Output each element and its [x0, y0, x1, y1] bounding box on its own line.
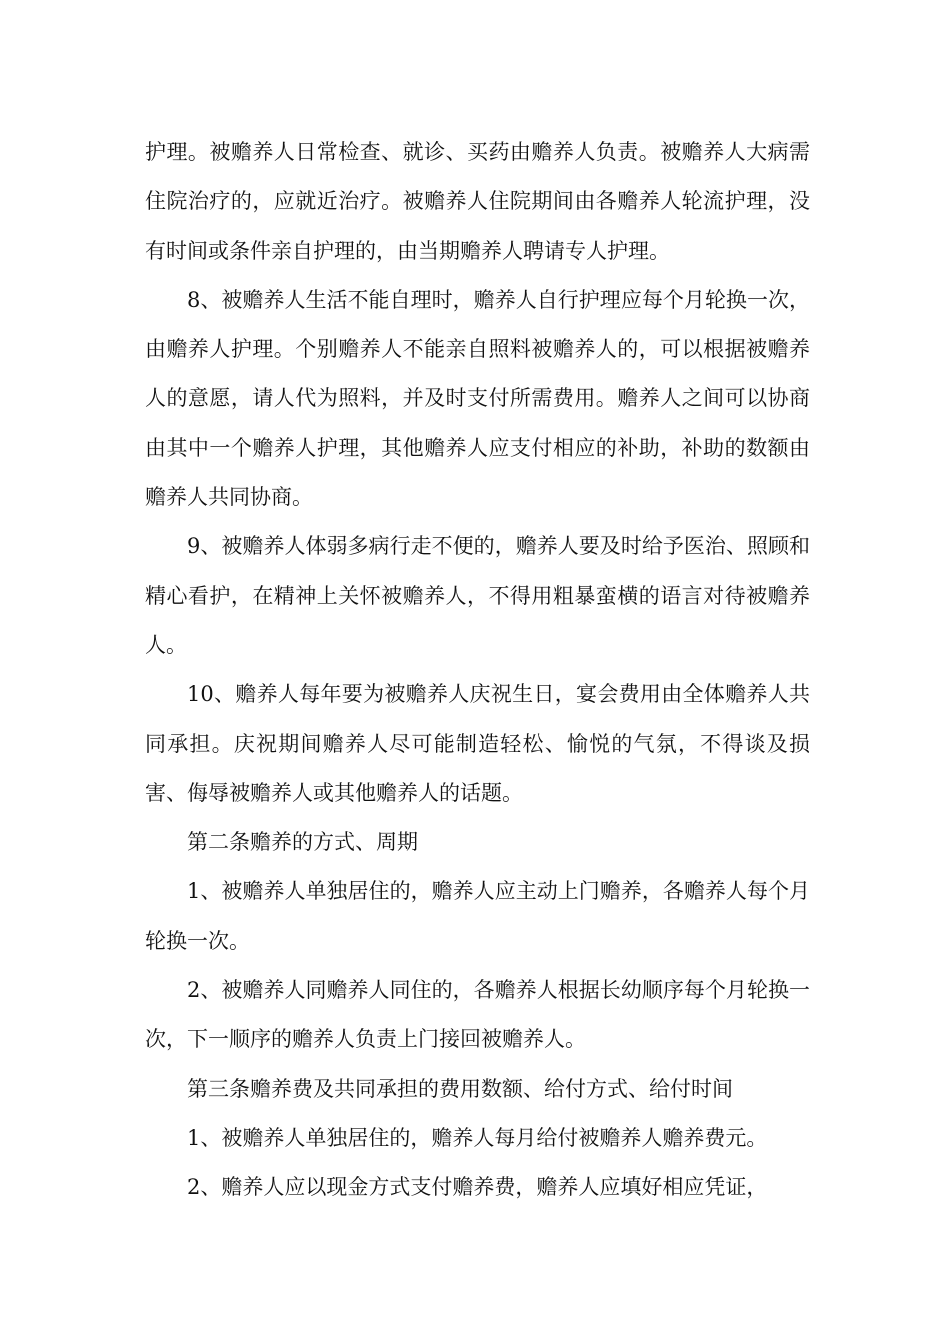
paragraph-article-3-item-2: 2、赡养人应以现金方式支付赡养费，赡养人应填好相应凭证， — [187, 1175, 768, 1200]
paragraph-care-continued: 护理。被赡养人日常检查、就诊、买药由赡养人负责。被赡养人大病需住院治疗的，应就近治疗。被赡养人住院期间由各赡养人轮流护理，没有时间或条件亲自护理的，由当期赡养人聘请专人护理。 — [145, 140, 810, 263]
paragraph-clause-8: 8、被赡养人生活不能自理时，赡养人自行护理应每个月轮换一次，由赡养人护理。个别赡养人不能亲自照料被赡养人的，可以根据被赡养人的意愿，请人代为照料，并及时支付所需费用。赡养人之间可以协商由其中一个赡养人护理，其他赡养人应支付相应的补助，补助的数额由赡养人共同协商。 — [145, 287, 810, 510]
document-body — [145, 128, 810, 1213]
paragraph-clause-10: 10、赡养人每年要为被赡养人庆祝生日，宴会费用由全体赡养人共同承担。庆祝期间赡养人尽可能制造轻松、愉悦的气氛，不得谈及损害、侮辱被赡养人或其他赡养人的话题。 — [145, 682, 810, 805]
paragraph-article-3-item-1: 1、被赡养人单独居住的，赡养人每月给付被赡养人赡养费元。 — [187, 1125, 768, 1150]
section-heading-article-3: 第三条赡养费及共同承担的费用数额、给付方式、给付时间 — [187, 1076, 733, 1101]
section-heading-article-2: 第二条赡养的方式、周期 — [187, 830, 418, 855]
paragraph-article-2-item-2: 2、被赡养人同赡养人同住的，各赡养人根据长幼顺序每个月轮换一次，下一顺序的赡养人负责上门接回被赡养人。 — [145, 978, 810, 1052]
paragraph-article-2-item-1: 1、被赡养人单独居住的，赡养人应主动上门赡养，各赡养人每个月轮换一次。 — [145, 879, 810, 953]
paragraph-clause-9: 9、被赡养人体弱多病行走不便的，赡养人要及时给予医治、照顾和精心看护，在精神上关怀被赡养人，不得用粗暴蛮横的语言对待被赡养人。 — [145, 534, 810, 657]
